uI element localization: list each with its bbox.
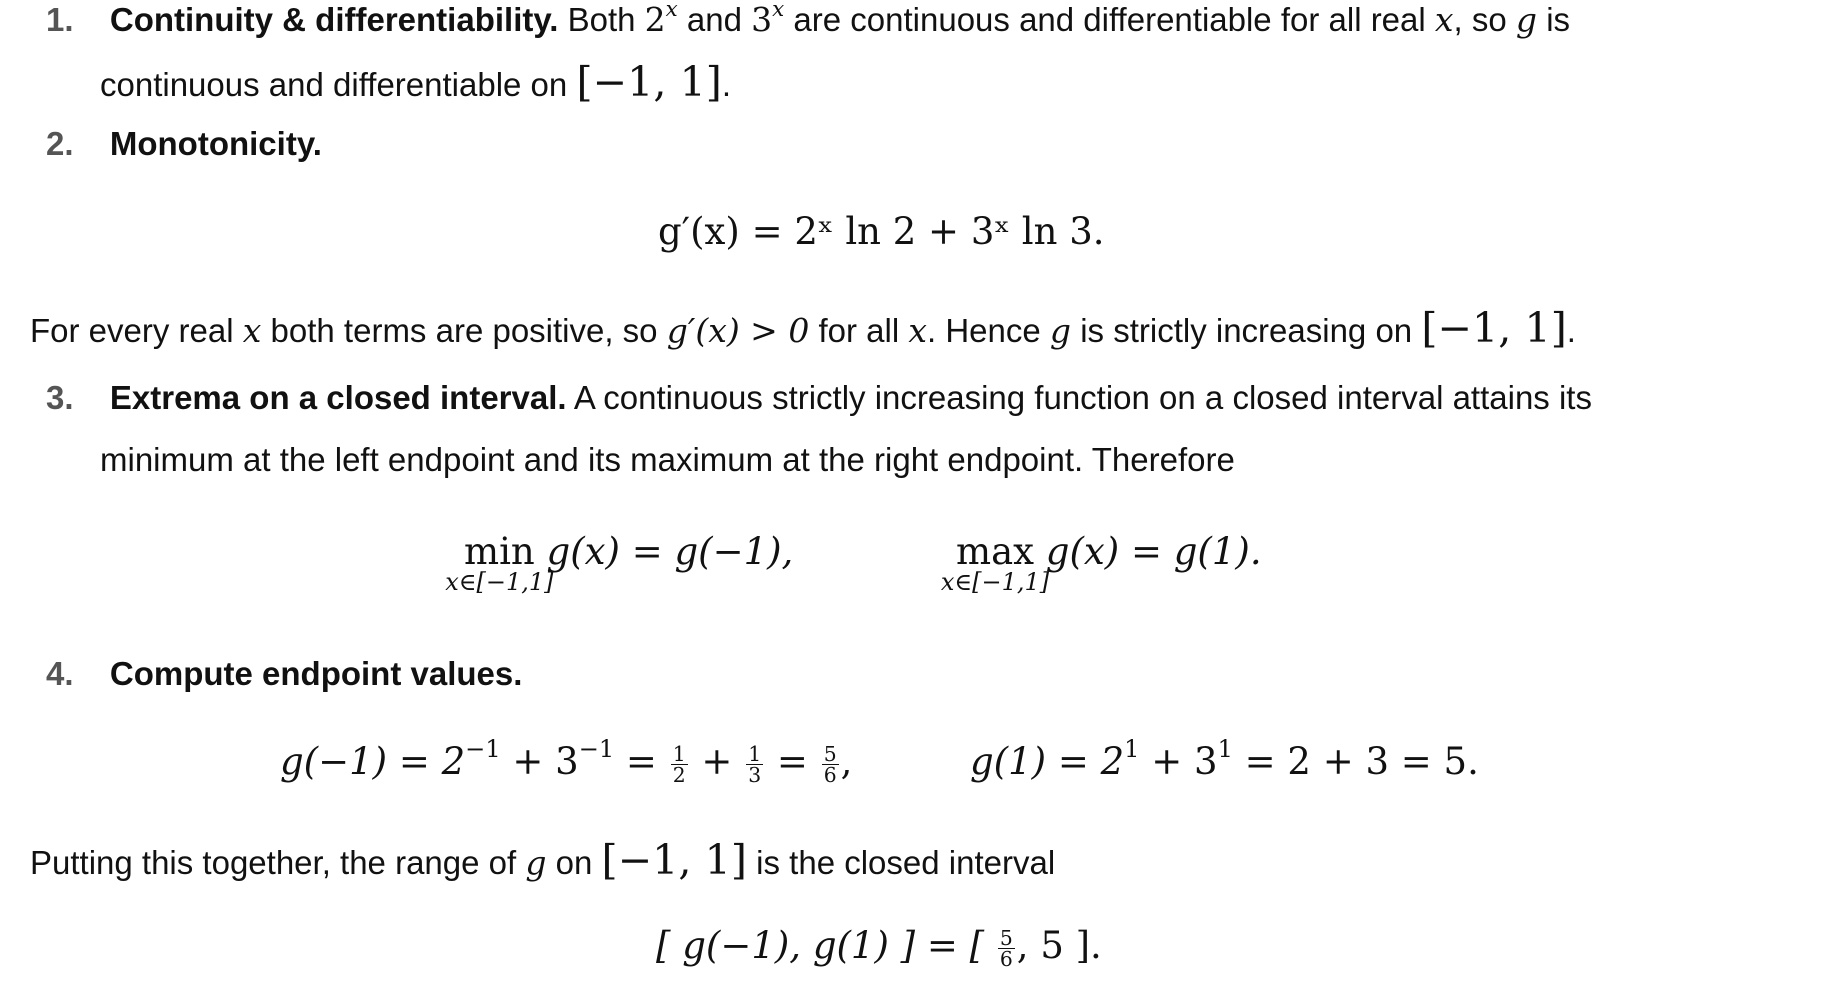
min-operator: min x∈[−1,1] — [445, 530, 554, 596]
math-x: x — [1434, 0, 1454, 39]
math-gprime-positive: g′(x) > 0 — [666, 311, 810, 350]
fraction-one-half: $\frac{1}{2}$ — [672, 741, 686, 787]
text: continuous and differentiable on — [100, 66, 568, 103]
text: is — [1546, 1, 1571, 38]
text: are continuous and differentiable for all real — [793, 1, 1426, 38]
max-operator: max x∈[−1,1] — [940, 530, 1050, 596]
math-interval: [−1, 1] — [576, 58, 722, 106]
text: and — [686, 1, 742, 38]
math-g: g — [1515, 0, 1538, 39]
fraction-five-sixths: $\frac{5}{6}$ — [823, 741, 837, 787]
display-equation-endpoints-left: $g(-1) = 2^{-1} + 3^{-1}$ = $\frac{1}{2}$ + $\frac{1}{3}$ = $\frac{5}{6}$ , — [280, 735, 853, 787]
display-equation-range: [ g(−1), g(1) ] = [ $\frac{5}{6}$ , 5 ]. — [656, 924, 1102, 971]
text: , so — [1453, 1, 1507, 38]
item-heading: Monotonicity. — [109, 125, 322, 162]
math-interval: [−1, 1] — [1421, 304, 1567, 352]
list-number: 1. — [46, 1, 74, 38]
list-number: 2. — [46, 125, 74, 162]
display-equation-max: max x∈[−1,1] g(x) = g(1). — [940, 530, 1262, 596]
display-equation-derivative: g′(x) = 2ˣ ln 2 + 3ˣ ln 3. — [658, 210, 1105, 253]
list-item-2 — [46, 124, 322, 164]
text: Both — [567, 1, 636, 38]
math-3x: 3$^x$ — [751, 0, 785, 39]
math-2x: 2$^x$ — [644, 0, 678, 39]
list-number: 3. — [46, 379, 74, 416]
item-heading: Continuity & differentiability. — [109, 1, 559, 38]
list-item-3-line-1: 3. Extrema on a closed interval. A continuous strictly increasing function on a closed interval attains its — [46, 379, 1592, 416]
display-equation-endpoints-right: $g(1) = 2^1 + 3^1 = 2 + 3 = 5$. — [970, 735, 1479, 783]
paragraph-monotonic: For every real x both terms are positive, so g′(x) > 0 for all x. Hence g is strictly increasing on [−1, 1]. — [30, 304, 1576, 352]
list-item-4 — [46, 654, 522, 694]
item-heading: Extrema on a closed interval. — [109, 379, 567, 416]
fraction-five-sixths: $\frac{5}{6}$ — [999, 925, 1013, 971]
operator-subscript: x∈[−1,1] — [940, 568, 1050, 596]
list-item-3-line-2: minimum at the left endpoint and its maximum at the right endpoint. Therefore — [100, 441, 1235, 478]
fraction-one-third: $\frac{1}{3}$ — [748, 741, 762, 787]
list-item-1-line-1 — [46, 0, 1570, 40]
item-heading: Compute endpoint values. — [109, 655, 523, 692]
display-equation-min: min x∈[−1,1] g(x) = g(−1), — [445, 530, 794, 596]
paragraph-range: Putting this together, the range of g on [−1, 1] is the closed interval — [30, 836, 1056, 884]
operator-subscript: x∈[−1,1] — [445, 568, 554, 596]
list-number: 4. — [46, 655, 74, 692]
math-interval: [−1, 1] — [601, 836, 747, 884]
list-item-1-line-2: continuous and differentiable on [−1, 1]. — [100, 58, 732, 106]
